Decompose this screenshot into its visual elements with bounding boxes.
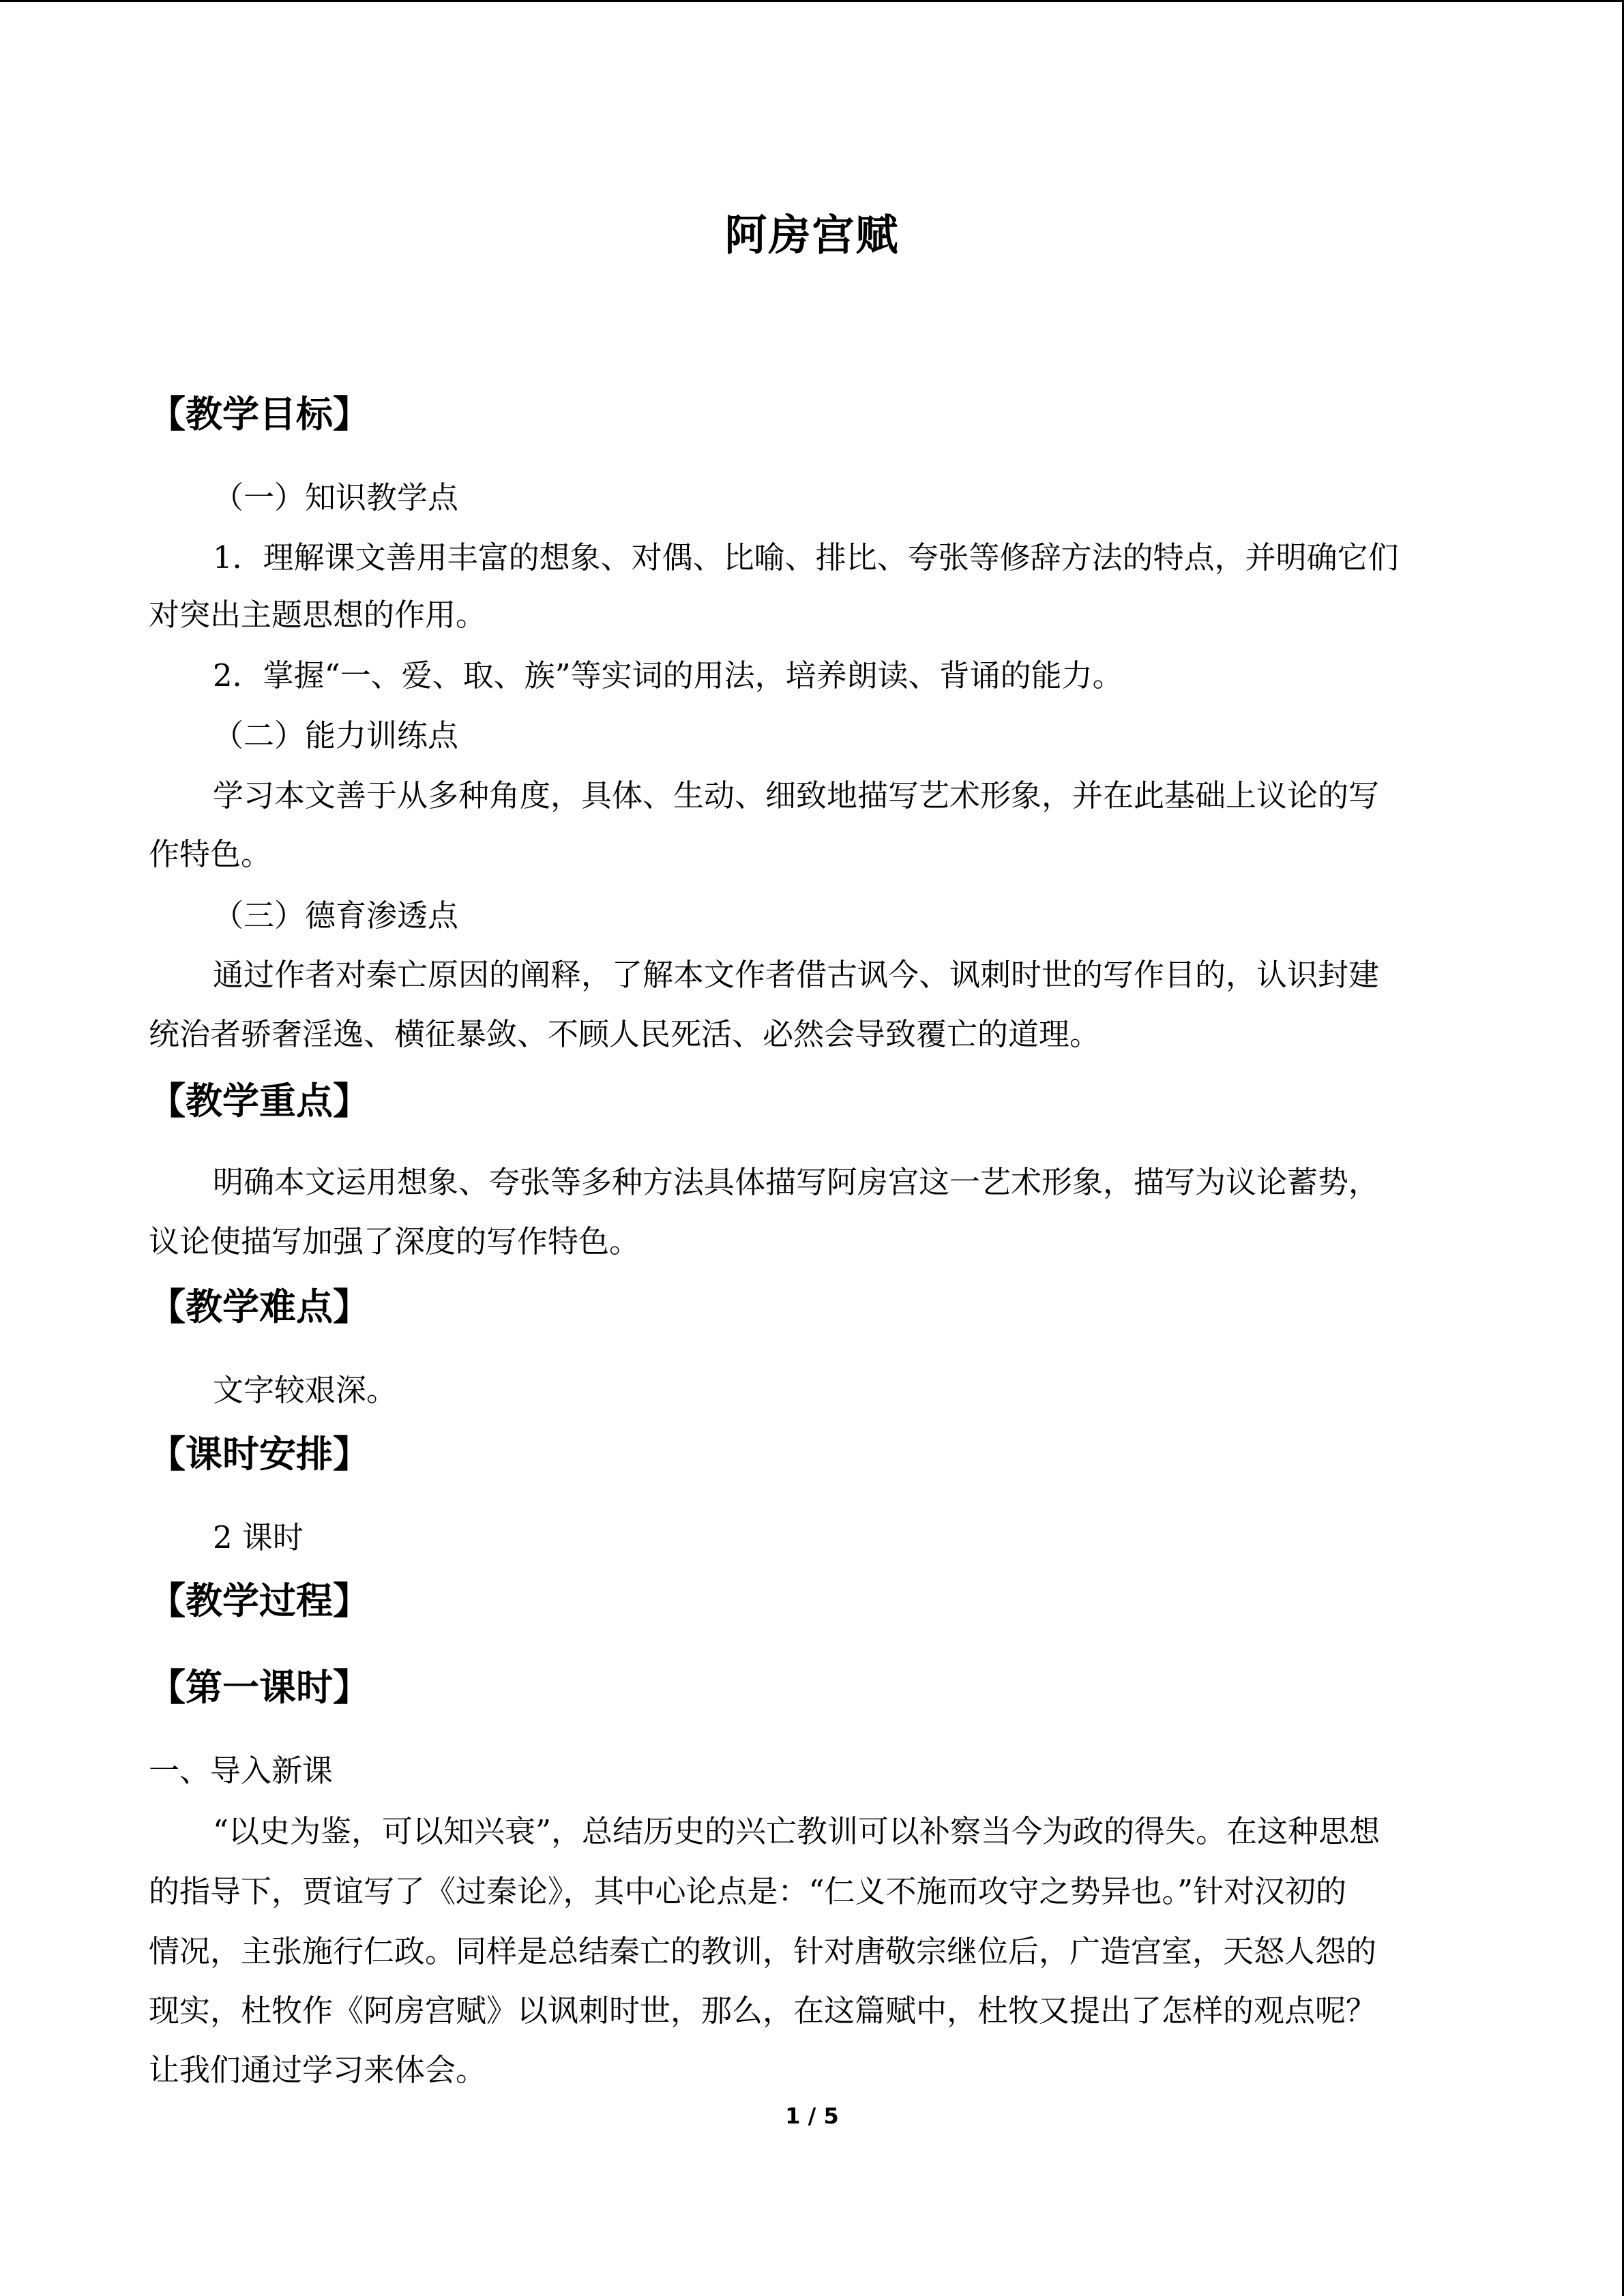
heading-teaching-focus: 【教学重点】 <box>149 1079 370 1122</box>
difficulty-text: 文字较艰深。 <box>213 1372 398 1408</box>
heading-teaching-goals: 【教学目标】 <box>149 393 370 436</box>
heading-teaching-difficulty: 【教学难点】 <box>149 1285 370 1328</box>
schedule-text: 2 课时 <box>213 1519 304 1555</box>
heading-teaching-process: 【教学过程】 <box>149 1579 370 1622</box>
intro-heading: 一、导入新课 <box>149 1753 334 1789</box>
intro-line4: 现实，杜牧作《阿房宫赋》以讽刺时世，那么，在这篇赋中，杜牧又提出了怎样的观点呢？ <box>149 1993 1377 2029</box>
intro-line1: “以史为鉴，可以知兴衰”，总结历史的兴亡教训可以补察当今为政的得失。在这种思想 <box>213 1813 1381 1849</box>
ability-line1: 学习本文善于从多种角度，具体、生动、细致地描写艺术形象，并在此基础上议论的写 <box>213 777 1380 814</box>
moral-line2: 统治者骄奢淫逸、横征暴敛、不顾人民死活、必然会导致覆亡的道理。 <box>149 1016 1101 1052</box>
ability-line2: 作特色。 <box>149 836 272 872</box>
goals-subheading-knowledge: （一）知识教学点 <box>213 479 459 516</box>
page-number: 1 / 5 <box>785 2103 839 2129</box>
intro-line2: 的指导下，贾谊写了《过秦论》，其中心论点是：“仁义不施而攻守之势异也。”针对汉初的 <box>149 1873 1347 1909</box>
moral-line1: 通过作者对秦亡原因的阐释，了解本文作者借古讽今、讽刺时世的写作目的，认识封建 <box>213 957 1380 993</box>
goals-subheading-moral: （三）德育渗透点 <box>213 897 459 934</box>
focus-line2: 议论使描写加强了深度的写作特色。 <box>149 1223 640 1259</box>
goals-subheading-ability: （二）能力训练点 <box>213 717 459 754</box>
intro-line3: 情况，主张施行仁政。同样是总结秦亡的教训，针对唐敬宗继位后，广造宫室，天怒人怨的 <box>149 1933 1377 1969</box>
goals-item1-line1: 1．理解课文善用丰富的想象、对偶、比喻、排比、夸张等修辞方法的特点，并明确它们 <box>213 539 1399 576</box>
goals-item2: 2．掌握“一、爱、取、族”等实词的用法，培养朗读、背诵的能力。 <box>213 657 1123 694</box>
goals-item1-line2: 对突出主题思想的作用。 <box>149 597 487 633</box>
document-title: 阿房宫赋 <box>724 210 900 260</box>
intro-line5: 让我们通过学习来体会。 <box>149 2052 487 2088</box>
focus-line1: 明确本文运用想象、夸张等多种方法具体描写阿房宫这一艺术形象，描写为议论蓄势， <box>213 1164 1380 1200</box>
heading-first-lesson: 【第一课时】 <box>149 1666 370 1709</box>
heading-class-schedule: 【课时安排】 <box>149 1433 370 1476</box>
